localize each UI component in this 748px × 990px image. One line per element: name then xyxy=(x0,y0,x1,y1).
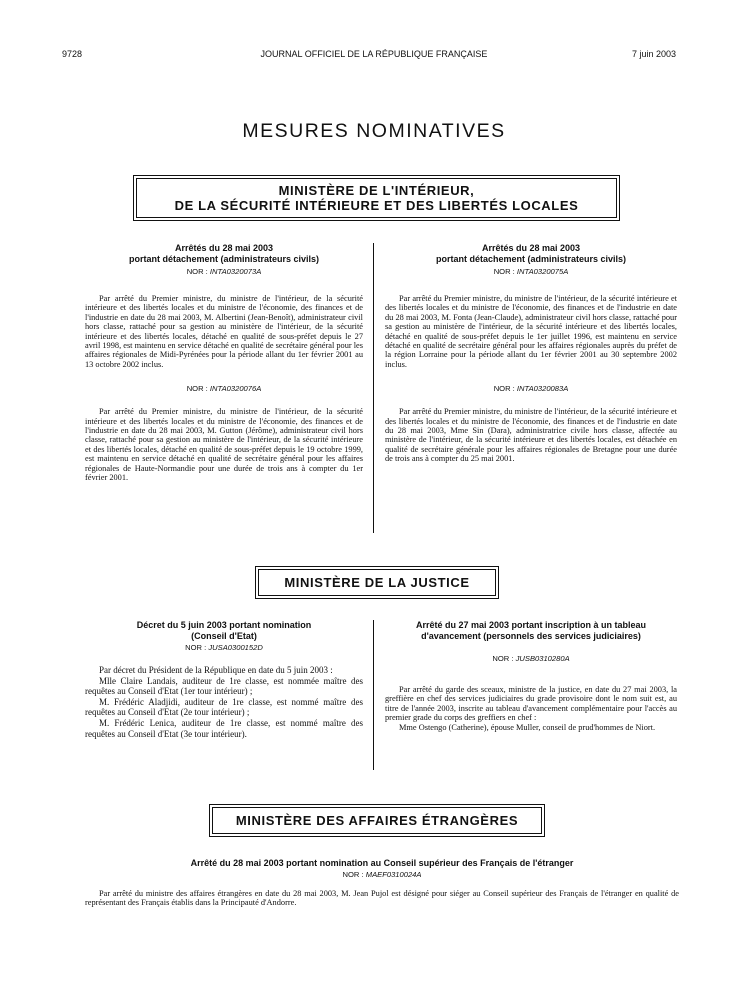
justice-right-column xyxy=(385,620,677,732)
nor-reference: NOR : INTA0320076A xyxy=(186,384,262,394)
decree-text: Par arrêté du Premier ministre, du ministre de l'intérieur, de la sécurité intérieure et des libertés locales et du ministre de l'économie, des finances et de l'industrie en date du 28 mai 2003, M. Fonta (Jean-Claude), administrateur civil hors classe, rattaché pour sa gestion au ministère de l'intérieur, de la sécurité intérieure et des libertés locales, détaché en qualité de sous-préfet depuis le 1er juillet 1996, est maintenu en service détaché en qualité de secrétaire général pour les affaires régionales auprès du préfet de la région Lorraine pour la période allant du 1er février 2001 au 30 septembre 2002 inclus. xyxy=(385,294,677,369)
page-number: 9728 xyxy=(62,49,83,59)
decree-text: M. Frédéric Lenica, auditeur de 1re classe, est nommé maître des requêtes au Conseil d'Etat (3e tour intérieur). xyxy=(85,717,363,739)
decree-subtitle: (Conseil d'Etat) xyxy=(191,630,257,641)
nor-reference: NOR : INTA0320075A xyxy=(493,267,569,276)
publication-date: 7 juin 2003 xyxy=(631,49,676,59)
nor-reference: NOR : MAEF0310024A xyxy=(342,869,422,879)
ministry-interieur-banner xyxy=(133,175,620,221)
column-divider xyxy=(373,620,374,770)
decree-text: Mme Ostengo (Catherine), épouse Muller, conseil de prud'hommes de Niort. xyxy=(399,722,656,732)
column-divider xyxy=(373,243,374,533)
decree-title: Arrêtés du 28 mai 2003 xyxy=(481,243,581,253)
decree-text: Par arrêté du garde des sceaux, ministre de la justice, en date du 27 mai 2003, la greffière en chef des services judiciaires du grade provisoire dont le nom suit est, au titre de l'année 2003, inscrite au tableau d'avancement complémentaire pour l'accès au premier grade du corps des greffiers en chef : xyxy=(385,685,677,723)
ministry-justice-name: MINISTÈRE DE LA JUSTICE xyxy=(284,575,470,590)
decree-subtitle: portant détachement (administrateurs civils) xyxy=(128,253,320,264)
journal-title: JOURNAL OFFICIEL DE LA RÉPUBLIQUE FRANÇAISE xyxy=(260,49,488,59)
interieur-right-column xyxy=(385,243,677,464)
decree-subtitle: portant détachement (administrateurs civils) xyxy=(435,253,627,264)
ministry-interieur-line2: DE LA SÉCURITÉ INTÉRIEURE ET DES LIBERTÉS LOCALES xyxy=(174,198,579,213)
decree-text: Mlle Claire Landais, auditeur de 1re classe, est nommée maître des requêtes au Conseil d'Etat (1er tour intérieur) ; xyxy=(85,675,363,697)
page-title: MESURES NOMINATIVES xyxy=(242,120,506,142)
decree-text: Par arrêté du Premier ministre, du ministre de l'intérieur, de la sécurité intérieure et des libertés locales et du ministre de l'économie, des finances et de l'industrie en date du 28 mai 2003, M. Gutton (Jérôme), administrateur civil hors classe, rattaché pour sa gestion au ministère de l'intérieur, de la sécurité intérieure et des libertés locales, détaché en qualité de sous-préfet depuis le 19 octobre 1999, est maintenu en service détaché en qualité de secrétaire général pour les affaires régionales de Haute-Normandie pour une durée de trois ans à compter du 1er février 2001. xyxy=(85,407,363,483)
decree-title: Décret du 5 juin 2003 portant nomination xyxy=(136,620,312,630)
ministry-affaires-name: MINISTÈRE DES AFFAIRES ÉTRANGÈRES xyxy=(235,813,519,828)
decree-title: Arrêté du 28 mai 2003 portant nomination au Conseil supérieur des Français de l'étranger xyxy=(190,858,574,868)
decree-text: Par arrêté du ministre des affaires étrangères en date du 28 mai 2003, M. Jean Pujol est désigné pour siéger au Conseil supérieur des Français de l'étranger en qualité de représentant des Français établis dans la Principauté d'Andorre. xyxy=(85,888,679,907)
decree-subtitle: d'avancement (personnels des services judiciaires) xyxy=(421,630,641,641)
nor-reference: NOR : JUSB0310280A xyxy=(492,654,570,663)
decree-title: Arrêtés du 28 mai 2003 xyxy=(174,243,274,253)
decree-text: Par arrêté du Premier ministre, du ministre de l'intérieur, de la sécurité intérieure et des libertés locales et du ministre de l'économie, des finances et de l'industrie en date du 28 mai 2003, Mme Sin (Dara), administratrice civile hors classe, affectée au ministère de l'intérieur, de la sécurité intérieure et des libertés locales, est détachée en qualité de secrétaire générale pour les affaires régionales de Bretagne pour une durée de trois ans à compter du 25 mai 2001. xyxy=(385,407,677,464)
decree-title: Arrêté du 27 mai 2003 portant inscription à un tableau xyxy=(415,620,647,630)
nor-reference: NOR : JUSA0300152D xyxy=(185,643,263,652)
decree-text: Par arrêté du Premier ministre, du ministre de l'intérieur, de la sécurité intérieure et des libertés locales et du ministre de l'économie, des finances et de l'industrie en date du 28 mai 2003, M. Albertini (Jean-Benoît), administrateur civil hors classe, rattaché pour sa gestion au ministère de l'intérieur, de la sécurité intérieure et des libertés locales, détaché en qualité de sous-préfet depuis le 27 avril 1998, est maintenu en service détaché en qualité de secrétaire général pour les affaires régionales de Midi-Pyrénées pour la période allant du 1er février 2001 au 13 octobre 2002 inclus. xyxy=(85,294,364,369)
ministry-interieur-line1: MINISTÈRE DE L'INTÉRIEUR, xyxy=(278,183,475,198)
nor-reference: NOR : INTA0320083A xyxy=(493,384,569,394)
decree-text: Par décret du Président de la République en date du 5 juin 2003 : xyxy=(99,665,333,675)
decree-text: M. Frédéric Aladjidi, auditeur de 1re classe, est nommé maître des requêtes au Conseil d'Etat (2e tour intérieur) ; xyxy=(85,696,363,718)
justice-left-column xyxy=(85,620,363,739)
ministry-justice-banner xyxy=(255,566,499,599)
ministry-affaires-banner xyxy=(209,804,545,837)
nor-reference: NOR : INTA0320073A xyxy=(186,267,262,276)
interieur-left-column xyxy=(85,243,363,483)
affaires-section xyxy=(85,858,679,907)
